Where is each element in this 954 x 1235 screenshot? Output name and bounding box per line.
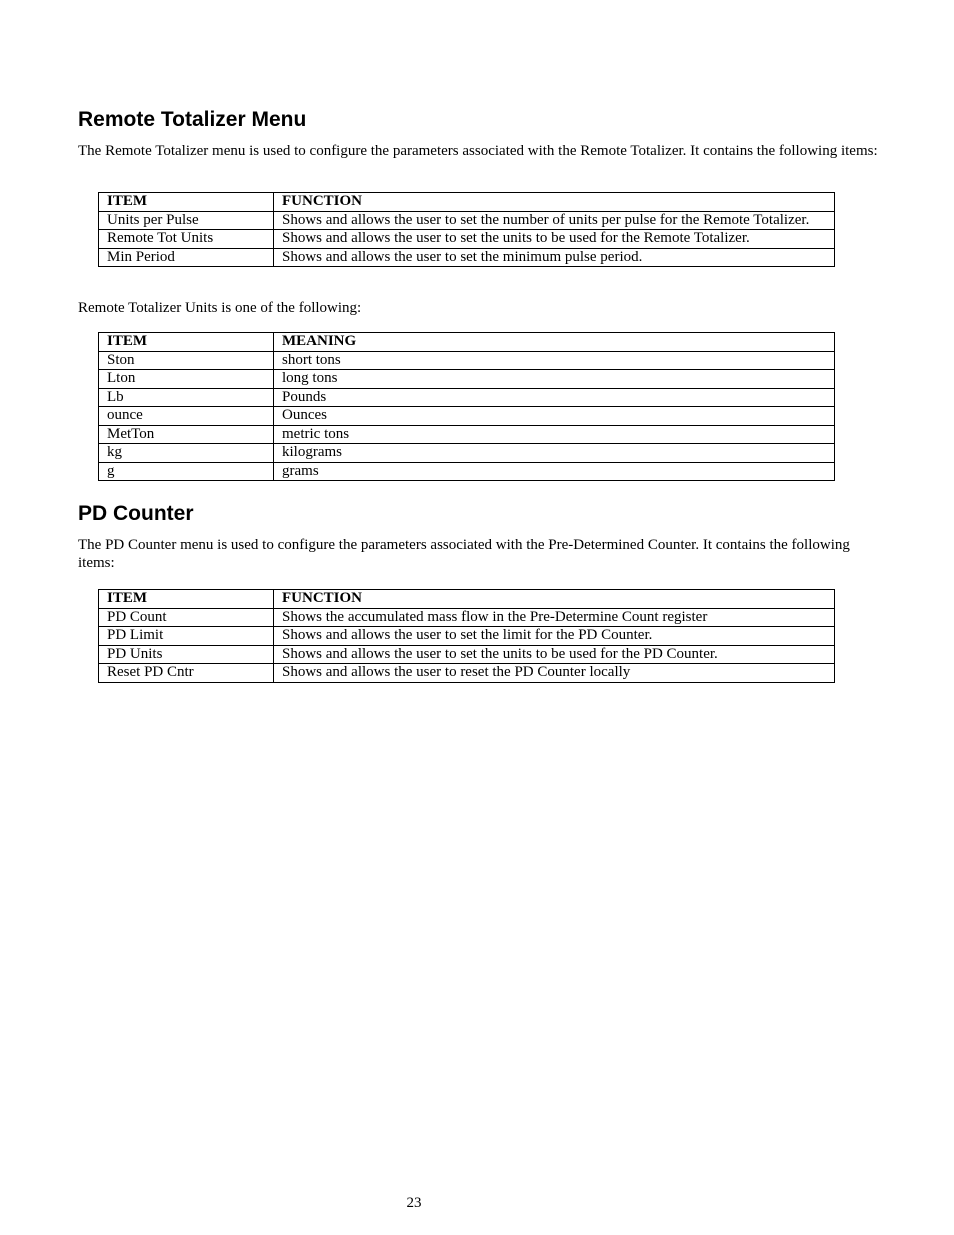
- pd-counter-intro: The PD Counter menu is used to configure the parameters associated with the Pre-Determined Counter. It contains the following items:: [78, 537, 850, 571]
- cell-function: Shows and allows the user to set the units to be used for the PD Counter.: [274, 645, 835, 664]
- cell-item: ounce: [99, 407, 274, 426]
- section-heading-remote-totalizer: Remote Totalizer Menu: [78, 108, 307, 131]
- cell-item: g: [99, 462, 274, 481]
- table-row: [99, 664, 835, 683]
- cell-function: Shows and allows the user to reset the PD Counter locally: [274, 664, 835, 683]
- section-heading-pd-counter: PD Counter: [78, 502, 194, 525]
- table-header-row: [99, 333, 835, 352]
- cell-item: Lb: [99, 388, 274, 407]
- cell-item: Remote Tot Units: [99, 230, 274, 249]
- cell-meaning: short tons: [274, 351, 835, 370]
- cell-item: Reset PD Cntr: [99, 664, 274, 683]
- table-row: [99, 388, 835, 407]
- units-intro: Remote Totalizer Units is one of the following:: [78, 300, 362, 316]
- cell-meaning: long tons: [274, 370, 835, 389]
- column-header-item: ITEM: [99, 193, 274, 212]
- table-row: [99, 645, 835, 664]
- table-row: [99, 230, 835, 249]
- table-row: [99, 407, 835, 426]
- cell-function: Shows and allows the user to set the minimum pulse period.: [274, 248, 835, 267]
- cell-function: Shows and allows the user to set the units to be used for the Remote Totalizer.: [274, 230, 835, 249]
- cell-function: Shows the accumulated mass flow in the Pre-Determine Count register: [274, 608, 835, 627]
- cell-meaning: Ounces: [274, 407, 835, 426]
- table-header-row: [99, 193, 835, 212]
- cell-meaning: metric tons: [274, 425, 835, 444]
- column-header-meaning: MEANING: [274, 333, 835, 352]
- cell-meaning: grams: [274, 462, 835, 481]
- cell-item: MetTon: [99, 425, 274, 444]
- cell-item: PD Units: [99, 645, 274, 664]
- column-header-item: ITEM: [99, 333, 274, 352]
- cell-meaning: Pounds: [274, 388, 835, 407]
- table-row: [99, 462, 835, 481]
- cell-meaning: kilograms: [274, 444, 835, 463]
- cell-function: Shows and allows the user to set the number of units per pulse for the Remote Totalizer.: [274, 211, 835, 230]
- cell-item: PD Count: [99, 608, 274, 627]
- column-header-function: FUNCTION: [274, 193, 835, 212]
- table-row: [99, 608, 835, 627]
- cell-item: PD Limit: [99, 627, 274, 646]
- column-header-item: ITEM: [99, 590, 274, 609]
- table-row: [99, 370, 835, 389]
- table-row: [99, 444, 835, 463]
- remote-totalizer-units-table: [98, 332, 835, 481]
- column-header-function: FUNCTION: [274, 590, 835, 609]
- cell-item: Units per Pulse: [99, 211, 274, 230]
- cell-item: Ston: [99, 351, 274, 370]
- cell-function: Shows and allows the user to set the limit for the PD Counter.: [274, 627, 835, 646]
- table-row: [99, 211, 835, 230]
- table-row: [99, 425, 835, 444]
- cell-item: Lton: [99, 370, 274, 389]
- remote-totalizer-intro: The Remote Totalizer menu is used to configure the parameters associated with the Remote Totalizer. It contains the following items:: [78, 143, 878, 159]
- table-row: [99, 248, 835, 267]
- cell-item: Min Period: [99, 248, 274, 267]
- cell-item: kg: [99, 444, 274, 463]
- table-row: [99, 627, 835, 646]
- table-row: [99, 351, 835, 370]
- page-number: 23: [406, 1195, 422, 1211]
- table-header-row: [99, 590, 835, 609]
- pd-counter-table: [98, 589, 835, 683]
- remote-totalizer-table: [98, 192, 835, 267]
